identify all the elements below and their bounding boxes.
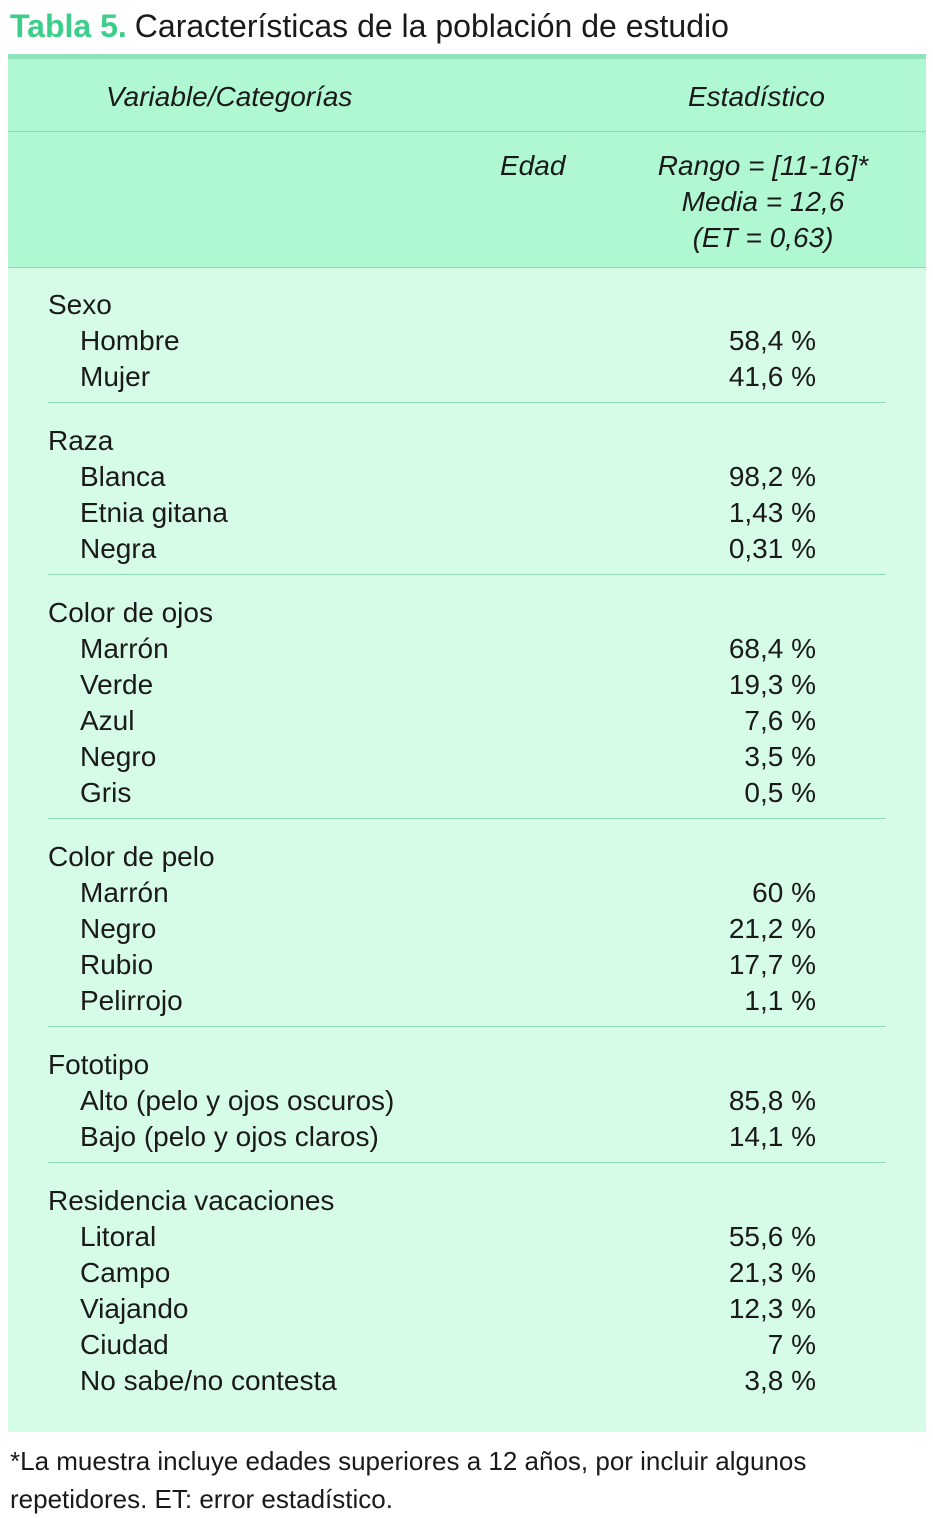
table-row: [8, 1255, 926, 1291]
category-label: Alto (pelo y ojos oscuros): [80, 1085, 395, 1116]
group-title: Color de ojos: [48, 597, 213, 628]
category-label: Hombre: [80, 325, 180, 356]
category-value: 58,4 %: [728, 325, 816, 356]
table-row: [8, 911, 926, 947]
category-label: Ciudad: [80, 1329, 169, 1360]
group-raza: [8, 403, 926, 575]
group-title: Sexo: [48, 289, 112, 320]
category-value: 21,2 %: [728, 913, 816, 944]
category-value: 60 %: [752, 877, 816, 908]
table-row: [8, 947, 926, 983]
category-value: 12,3 %: [728, 1293, 816, 1324]
category-value: 7 %: [767, 1329, 816, 1360]
group-title: Fototipo: [48, 1049, 150, 1080]
table-row: [8, 1291, 926, 1327]
group-title: Residencia vacaciones: [48, 1185, 335, 1216]
category-label: Negro: [80, 741, 157, 772]
table-row: [8, 1219, 926, 1255]
category-value: 14,1 %: [728, 1121, 816, 1152]
category-value: 1,43 %: [728, 497, 816, 528]
group-sexo: [8, 267, 926, 403]
column-header-row: [8, 59, 926, 132]
category-label: Viajando: [80, 1293, 189, 1324]
table-body: [8, 267, 926, 1407]
category-value: 7,6 %: [744, 705, 816, 736]
age-standard-error: (ET = 0,63): [692, 222, 834, 253]
group-header-row: [8, 423, 926, 459]
category-value: 19,3 %: [728, 669, 816, 700]
group-header-row: [8, 839, 926, 875]
category-label: Mujer: [80, 361, 151, 392]
age-mean: Media = 12,6: [681, 186, 845, 217]
group-fototipo: [8, 1027, 926, 1163]
table-row: [8, 1119, 926, 1155]
category-label: No sabe/no contesta: [80, 1365, 337, 1396]
category-value: 98,2 %: [728, 461, 816, 492]
category-value: 68,4 %: [728, 633, 816, 664]
category-value: 41,6 %: [728, 361, 816, 392]
category-value: 3,5 %: [744, 741, 816, 772]
table-row: [8, 1363, 926, 1399]
table-row: [8, 531, 926, 567]
table-row: [8, 631, 926, 667]
category-label: Negro: [80, 913, 157, 944]
category-value: 55,6 %: [728, 1221, 816, 1252]
group-color-de-ojos: [8, 575, 926, 819]
table-row: [8, 703, 926, 739]
category-label: Bajo (pelo y ojos claros): [80, 1121, 379, 1152]
group-residencia-vacaciones: [8, 1163, 926, 1407]
table-row: [8, 875, 926, 911]
category-label: Gris: [80, 777, 132, 808]
category-label: Marrón: [80, 633, 169, 664]
category-label: Verde: [80, 669, 154, 700]
footnote: *La muestra incluye edades superiores a 12 años, por incluir algunos repetidores. ET: error estadístico.: [10, 1446, 807, 1514]
group-header-row: [8, 287, 926, 323]
table-caption: Características de la población de estudio: [134, 8, 729, 44]
column-header-variable: Variable/Categorías: [106, 81, 353, 112]
table-row: [8, 775, 926, 811]
table-title: [10, 4, 729, 48]
table-row: [8, 739, 926, 775]
age-row: [8, 132, 926, 268]
age-range: Rango = [11-16]*: [657, 150, 869, 181]
category-label: Azul: [80, 705, 135, 736]
column-header-statistic: Estadístico: [688, 81, 825, 112]
category-value: 3,8 %: [744, 1365, 816, 1396]
table-row: [8, 359, 926, 395]
group-header-row: [8, 595, 926, 631]
category-value: 85,8 %: [728, 1085, 816, 1116]
category-label: Litoral: [80, 1221, 157, 1252]
group-color-de-pelo: [8, 819, 926, 1027]
category-value: 0,5 %: [744, 777, 816, 808]
category-label: Rubio: [80, 949, 154, 980]
age-statistics: [608, 148, 918, 256]
group-header-row: [8, 1047, 926, 1083]
category-value: 21,3 %: [728, 1257, 816, 1288]
table-number: Tabla 5.: [10, 8, 127, 44]
category-label: Campo: [80, 1257, 171, 1288]
category-value: 17,7 %: [728, 949, 816, 980]
category-value: 0,31 %: [728, 533, 816, 564]
table-row: [8, 495, 926, 531]
category-label: Blanca: [80, 461, 166, 492]
category-label: Negra: [80, 533, 157, 564]
category-label: Pelirrojo: [80, 985, 183, 1016]
table-row: [8, 983, 926, 1019]
data-table: [8, 59, 926, 1432]
table-row: [8, 1083, 926, 1119]
table-row: [8, 667, 926, 703]
table-row: [8, 1327, 926, 1363]
category-label: Marrón: [80, 877, 169, 908]
age-label: Edad: [500, 150, 566, 181]
category-label: Etnia gitana: [80, 497, 228, 528]
group-title: Color de pelo: [48, 841, 215, 872]
table-row: [8, 323, 926, 359]
group-title: Raza: [48, 425, 114, 456]
category-value: 1,1 %: [744, 985, 816, 1016]
group-header-row: [8, 1183, 926, 1219]
table-row: [8, 459, 926, 495]
